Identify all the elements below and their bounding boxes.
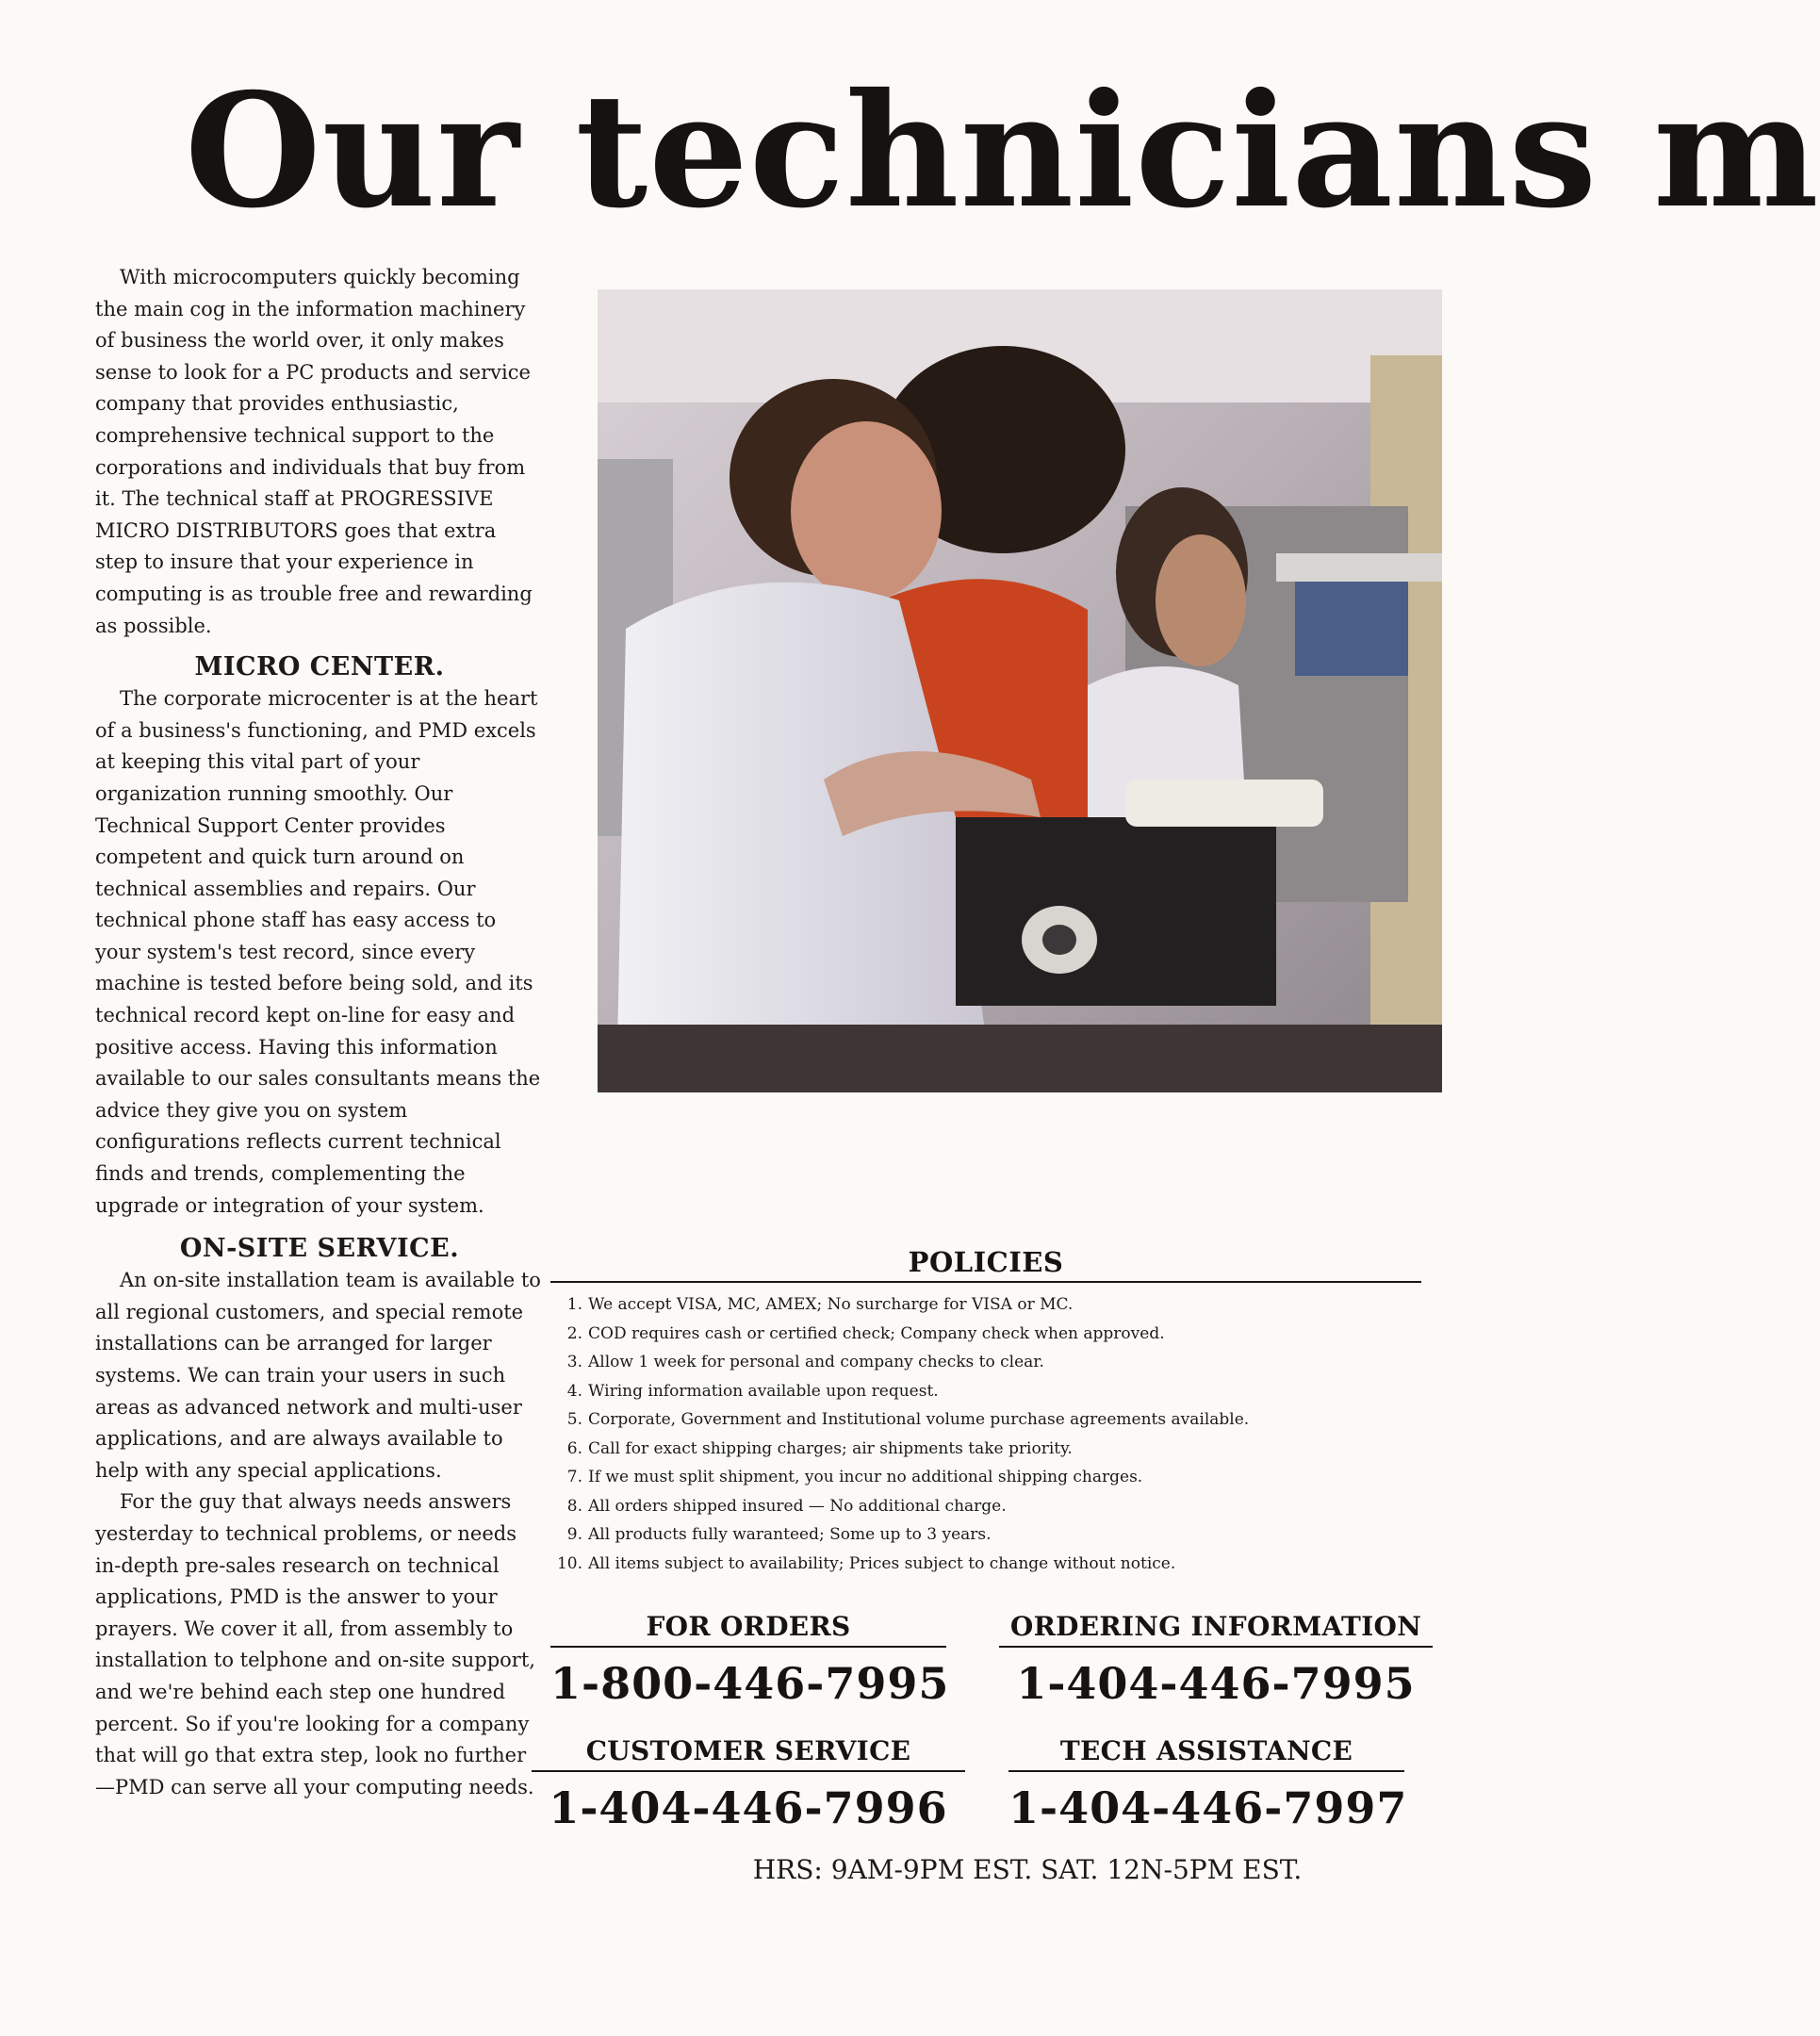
pmd-paragraph: For the guy that always needs answers yesterday to technical problems, or needs in-depth pre-sales research on technical applications, PMD is the answer to your prayers. We cover it all, from assembly to installation to telphone and on-site support, and we're behind each step one hundred percent. So if you're looking for a company that will go that extra step, look no further—PMD can serve all your computing needs.	[95, 1490, 535, 1798]
intro-paragraph: With microcomputers quickly becoming the main cog in the information machinery of business the world over, it only makes sense to look for a PC products and service company that provides enthusiastic, comprehensive technical support to the corporations and individuals that buy from it. The technical staff at PROGRESSIVE MICRO DISTRIBUTORS goes that extra step to insure that your experience in computing is as trouble free and rewarding as possible.	[95, 266, 533, 637]
policy-item: 10. All items subject to availability; Prices subject to change without notice.	[556, 1553, 1176, 1573]
orders-rule	[550, 1646, 946, 1648]
orders-label: FOR ORDERS	[646, 1611, 851, 1642]
ordering-info-label: ORDERING INFORMATION	[1009, 1611, 1422, 1642]
tech-assistance-rule	[1008, 1770, 1404, 1772]
body-column	[95, 262, 544, 1803]
orders-block	[550, 1610, 950, 1710]
business-hours: HRS: 9AM-9PM EST. SAT. 12N-5PM EST.	[752, 1854, 1303, 1885]
headline: Our technicians m	[185, 59, 1820, 243]
policy-item: 8. All orders shipped insured — No additional charge.	[566, 1496, 1007, 1516]
customer-service-rule	[532, 1770, 965, 1772]
on-site-service-heading: ON-SITE SERVICE.	[179, 1234, 460, 1264]
orders-phone-number: 1-800-446-7995	[550, 1658, 950, 1709]
policy-item: 9. All products fully waranteed; Some up to 3 years.	[566, 1525, 992, 1544]
customer-service-phone-number: 1-404-446-7996	[549, 1782, 948, 1833]
customer-service-block	[532, 1734, 965, 1834]
policies-heading: POLICIES	[908, 1246, 1064, 1278]
micro-center-heading: MICRO CENTER.	[194, 652, 445, 682]
policy-item: 2. COD requires cash or certified check; Company check when approved.	[566, 1323, 1165, 1343]
customer-service-label: CUSTOMER SERVICE	[585, 1735, 911, 1766]
policies-rule	[550, 1281, 1421, 1283]
policy-item: 4. Wiring information available upon request.	[566, 1381, 939, 1401]
policy-item: 1. We accept VISA, MC, AMEX; No surcharge for VISA or MC.	[566, 1295, 1074, 1314]
tech-assistance-label: TECH ASSISTANCE	[1059, 1735, 1353, 1766]
policy-item: 6. Call for exact shipping charges; air shipments take priority.	[566, 1438, 1073, 1458]
policies-list	[550, 1290, 1421, 1578]
policy-item: 5. Corporate, Government and Institutional volume purchase agreements available.	[566, 1410, 1250, 1429]
ordering-info-rule	[999, 1646, 1433, 1648]
technicians-photo	[598, 289, 1442, 1092]
tech-assistance-phone-number: 1-404-446-7997	[1008, 1782, 1408, 1833]
ordering-info-block	[999, 1610, 1433, 1710]
on-site-paragraph: An on-site installation team is available to all regional customers, and special remote installations can be arranged for larger systems. We can train your users in such areas as advanced network and multi-user applications, and are always available to help with any special applications.	[95, 1269, 541, 1482]
ordering-info-phone-number: 1-404-446-7995	[1016, 1658, 1416, 1709]
micro-center-paragraph: The corporate microcenter is at the heart of a business's functioning, and PMD excels at keeping this vital part of your organization running smoothly. Our Technical Support Center provides competent and quick turn around on technical assemblies and repairs. Our technical phone staff has easy access to your system's test record, since every machine is tested before being sold, and its technical record kept on-line for easy and positive access. Having this information available to our sales consultants means the advice they give you on system configurations reflects current technical finds and trends, complementing the upgrade or integration of your system.	[95, 687, 541, 1217]
policy-item: 7. If we must split shipment, you incur no additional shipping charges.	[566, 1468, 1143, 1486]
policy-item: 3. Allow 1 week for personal and company checks to clear.	[566, 1353, 1044, 1371]
tech-assistance-block	[1008, 1734, 1408, 1834]
policies-section	[550, 1245, 1421, 1578]
